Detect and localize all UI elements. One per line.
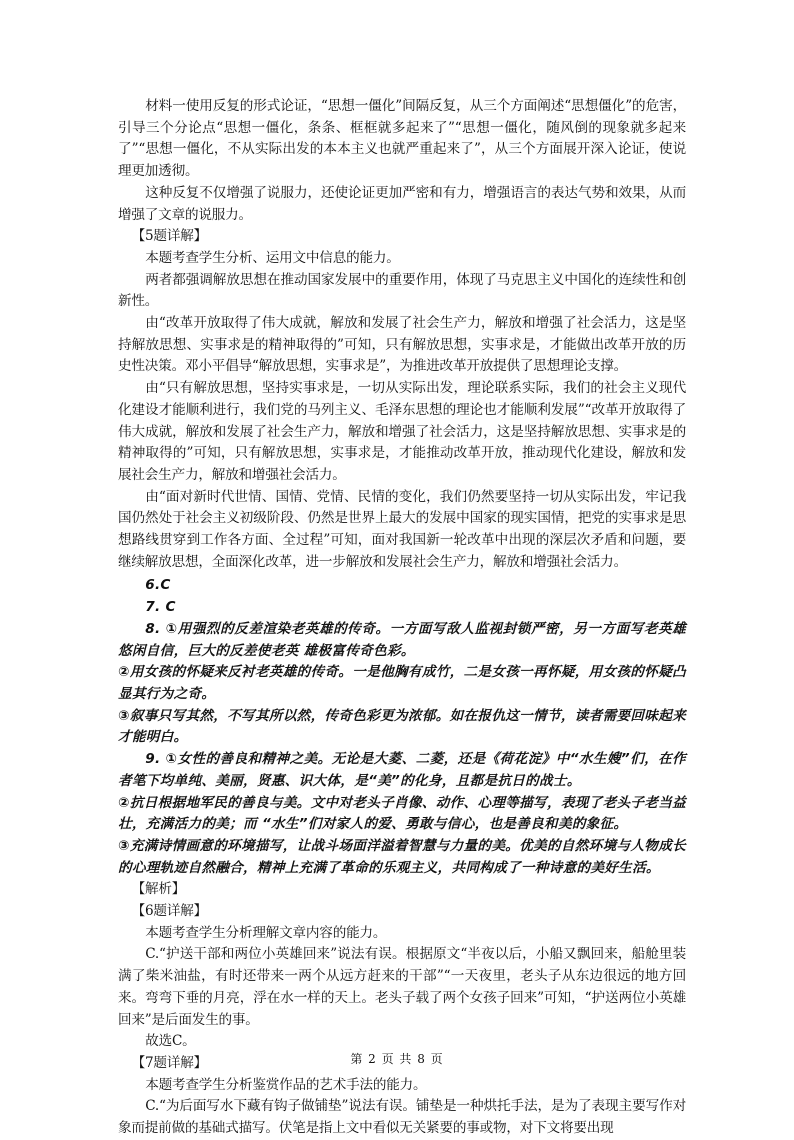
paragraph-q5-point-2: 由“只有解放思想，坚持实事求是，一切从实际出发，理论联系实际，我们的社会主义现代化建设才能顺利进行，我们党的马列主义、毛泽东思想的理论也才能顺利发展”“改革开放取得了伟大成就，解放和发展了社会生产力，解放和增强了社会活力，这是坚持解放思想、实事求是的精神取得的”可知，只有解放思想，实事求是，才能推动改革开放，推动现代化建设，解放和发展社会生产力，解放和增强社会活力。 [118,380,686,483]
paragraph-q5-point-3: 由“面对新时代世情、国情、党情、民情的变化，我们仍然要坚持一切从实际出发，牢记我国仍然处于社会主义初级阶段、仍然是世界上最大的发展中国家的现实国情，把党的实事求是思想路线贯穿到工作各方面、全过程”可知，面对我国新一轮改革中出现的深层次矛盾和问题，要继续解放思想，全面深化改革，进一步解放和发展社会生产力，解放和增强社会活力。 [118,488,686,570]
answer-q7: 7. C [145,599,176,616]
heading-analysis: 【解析】 [131,881,186,898]
paragraph-q6-choice: 故选C。 [145,1033,196,1050]
paragraph-q5-summary: 两者都强调解放思想在推动国家发展中的重要作用，体现了马克思主义中国化的连续性和创新性。 [118,271,686,310]
page-number-footer: 第 2 页 共 8 页 [350,1052,444,1066]
answer-q8-point-2: ②用女孩的怀疑来反衬老英雄的传奇。一是他胸有成竹，二是女孩一再怀疑，用女孩的怀疑凸显其行为之奇。 [118,664,686,702]
answer-q9-point-2: ②抗日根据地军民的善良与美。文中对老头子肖像、动作、心理等描写，表现了老头子老当益壮，充满活力的美；而 “水生”们对家人的爱、勇敢与信心，也是善良和美的象征。 [118,794,686,833]
answer-q8-point-1: 8. ①用强烈的反差渲染老英雄的传奇。一方面写敌人监视封锁严密，另一方面写老英雄悠闲自信，巨大的反差使老英 雄极富传奇色彩。 [118,620,686,659]
answer-q6: 6.C [145,577,171,594]
paragraph-q5-point-1: 由“改革开放取得了伟大成就，解放和发展了社会生产力，解放和增强了社会活力，这是坚持解放思想、实事求是的精神取得的”可知，只有解放思想，实事求是，才能做出改革开放的历史性决策。邓小平倡导“解放思想，实事求是”，为推进改革开放提供了思想理论支撑。 [118,315,686,375]
paragraph-q6-ability: 本题考查学生分析理解文章内容的能力。 [145,924,387,941]
paragraph-q5-ability: 本题考查学生分析、运用文中信息的能力。 [145,249,400,266]
heading-q6-explanation: 【6题详解】 [131,903,208,920]
answer-q9-point-1: 9. ①女性的善良和精神之美。无论是大菱、二菱，还是《荷花淀》中“水生嫂”们，在作者笔下均单纯、美丽，贤惠、识大体，是“美”的化身，且都是抗日的战士。 [118,751,686,789]
heading-q5-explanation: 【5题详解】 [131,228,208,245]
paragraph-q6-option-c: C.“护送干部和两位小英雄回来”说法有误。根据原文“半夜以后，小船又飘回来，船舱里装满了柴米油盐，有时还带来一两个从远方赶来的干部”“一天夜里，老头子从东边很远的地方回来。弯弯下垂的月亮，浮在水一样的天上。老头子载了两个女孩子回来”可知，“护送两位小英雄回来”是后面发生的事。 [118,946,686,1028]
paragraph-repetition-analysis: 材料一使用反复的形式论证，“思想一僵化”间隔反复，从三个方面阐述“思想僵化”的危害，引导三个分论点“思想一僵化，条条、框框就多起来了”“思想一僵化，随风倒的现象就多起来了”“思想一僵化，不从实际出发的本本主义也就严重起来了”，从三个方面展开深入论证，使说理更加透彻。 [118,98,686,180]
paragraph-q7-option-c: C.“为后面写水下藏有钩子做铺垫”说法有误。铺垫是一种烘托手法，是为了表现主要写作对象而提前做的基础式描写。伏笔是指上文中看似无关紧要的事或物，对下文将要出现 [118,1098,686,1137]
answer-q9-point-3: ③充满诗情画意的环境描写，让战斗场面洋溢着智慧与力量的美。优美的自然环境与人物成长的心理轨迹自然融合，精神上充满了革命的乐观主义，共同构成了一种诗意的美好生活。 [118,837,686,876]
answer-analysis-text [118,96,686,1140]
answer-q8-point-3: ③叙事只写其然，不写其所以然，传奇色彩更为浓郁。如在报仇这一情节，读者需要回味起来才能明白。 [118,707,686,746]
paragraph-q7-ability: 本题考查学生分析鉴赏作品的艺术手法的能力。 [145,1076,427,1093]
paragraph-repetition-effect: 这种反复不仅增强了说服力，还使论证更加严密和有力，增强语言的表达气势和效果，从而增强了文章的说服力。 [118,184,686,223]
heading-q7-explanation: 【7题详解】 [131,1054,208,1071]
